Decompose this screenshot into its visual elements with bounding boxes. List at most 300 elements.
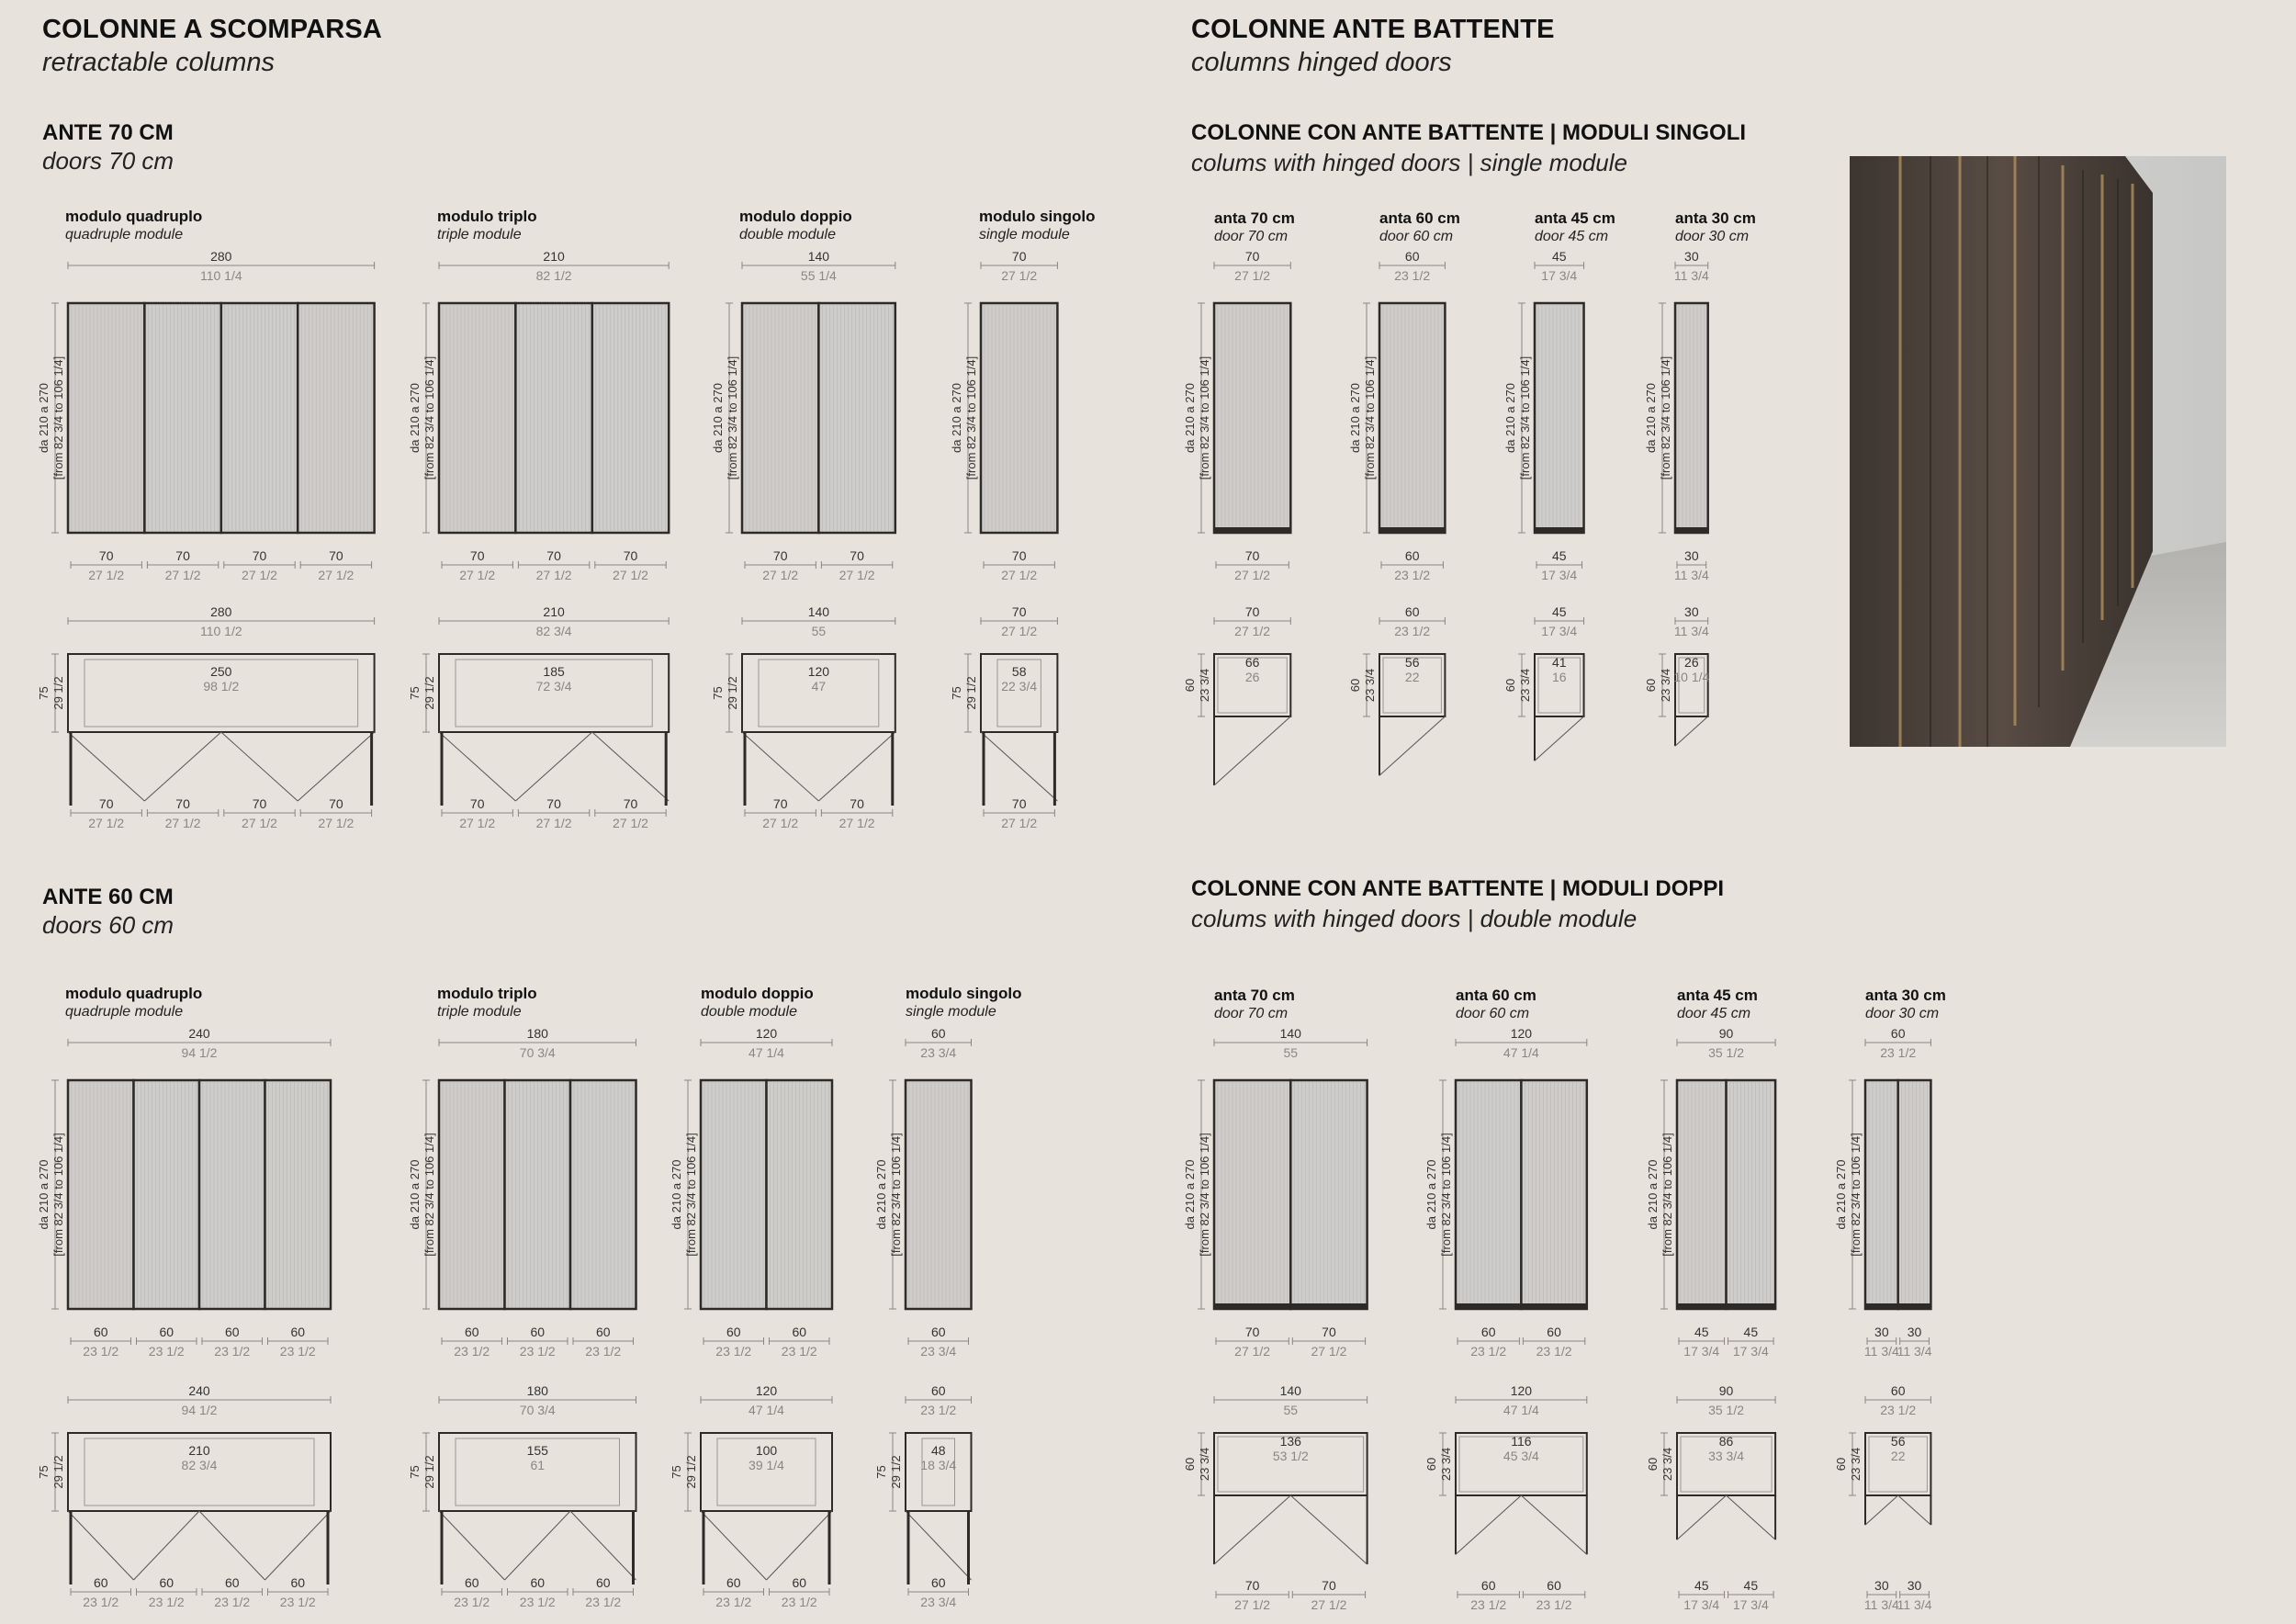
door-swing-line xyxy=(818,732,895,801)
inner-width-in: 18 3/4 xyxy=(920,1458,957,1472)
depth-dimension-in: 29 1/2 xyxy=(889,1455,903,1489)
plan-width-dimension-in: 35 1/2 xyxy=(1708,1403,1745,1417)
width-dimension-cm: 90 xyxy=(1718,1026,1734,1041)
width-dimension-cm: 120 xyxy=(1510,1026,1533,1041)
depth-dimension-cm: 60 xyxy=(1183,678,1197,693)
inner-width-cm: 41 xyxy=(1551,655,1567,670)
height-dimension-in: [from 82 3/4 to 106 1/4] xyxy=(726,355,739,480)
door-width-dimension-cm: 60 xyxy=(595,1575,611,1590)
door-width-dimension-in: 27 1/2 xyxy=(1001,816,1038,830)
door-width-dimension-in: 27 1/2 xyxy=(762,568,799,582)
door-width-dimension-cm: 60 xyxy=(726,1575,741,1590)
door-width-dimension-in: 23 1/2 xyxy=(83,1595,119,1609)
door-width-dimension-cm: 70 xyxy=(1244,1578,1260,1593)
inner-width-in: 47 xyxy=(811,679,827,694)
width-dimension-cm: 120 xyxy=(755,1026,778,1041)
plan-width-dimension-in: 23 1/2 xyxy=(1880,1403,1917,1417)
height-dimension-cm: da 210 a 270 xyxy=(408,1159,422,1230)
door-width-dimension-cm: 70 xyxy=(252,796,267,811)
door-width-dimension-cm: 60 xyxy=(930,1325,946,1339)
door-swing-line xyxy=(1379,716,1445,775)
inner-width-cm: 56 xyxy=(1890,1434,1906,1449)
door-width-dimension-cm: 70 xyxy=(1011,796,1027,811)
depth-dimension-cm: 60 xyxy=(1183,1457,1197,1472)
door-panel xyxy=(1675,303,1708,533)
door-panel xyxy=(1290,1080,1367,1309)
width-dimension-in: 23 1/2 xyxy=(1394,268,1431,283)
plan-width-dimension-cm: 180 xyxy=(526,1383,548,1398)
width-dimension-in: 47 1/4 xyxy=(748,1045,784,1060)
plan-width-dimension-cm: 240 xyxy=(188,1383,210,1398)
depth-dimension-in: 29 1/2 xyxy=(422,676,436,710)
inner-width-cm: 66 xyxy=(1244,655,1260,670)
door-width-dimension-in: 23 3/4 xyxy=(920,1595,957,1609)
depth-dimension-cm: 60 xyxy=(1646,1457,1660,1472)
door-swing-line xyxy=(68,1511,134,1580)
width-dimension-in: 55 1/4 xyxy=(800,268,837,283)
door-swing-line xyxy=(1521,1495,1586,1554)
width-dimension-in: 23 1/2 xyxy=(1880,1045,1917,1060)
door-width-dimension-cm: 70 xyxy=(850,548,864,563)
door-width-dimension-in: 11 3/4 xyxy=(1896,1344,1932,1359)
door-width-dimension-in: 27 1/2 xyxy=(1001,568,1038,582)
door-width-dimension-in: 23 1/2 xyxy=(585,1595,622,1609)
depth-dimension-cm: 75 xyxy=(408,1465,422,1479)
door-width-dimension-cm: 70 xyxy=(329,796,343,811)
height-dimension-in: [from 82 3/4 to 106 1/4] xyxy=(51,1133,65,1257)
door-panel xyxy=(68,303,144,533)
door-width-dimension-in: 23 1/2 xyxy=(454,1344,490,1359)
door-width-dimension-cm: 30 xyxy=(1907,1325,1922,1339)
depth-dimension-cm: 75 xyxy=(37,686,51,700)
door-width-dimension-in: 23 1/2 xyxy=(519,1344,556,1359)
door-panel xyxy=(981,303,1057,533)
inner-width-cm: 116 xyxy=(1511,1434,1532,1449)
width-dimension-cm: 60 xyxy=(930,1026,946,1041)
module-label: anta 70 cm xyxy=(1214,209,1295,227)
height-dimension-cm: da 210 a 270 xyxy=(1644,383,1658,453)
inner-width-cm: 210 xyxy=(188,1443,210,1458)
module-label: modulo doppio xyxy=(739,208,852,225)
inner-width-cm: 26 xyxy=(1684,655,1699,670)
inner-width-in: 98 1/2 xyxy=(203,679,240,694)
height-dimension-in: [from 82 3/4 to 106 1/4] xyxy=(964,355,978,480)
door-width-dimension-cm: 70 xyxy=(546,796,561,811)
inner-width-cm: 100 xyxy=(755,1443,778,1458)
inner-width-in: 82 3/4 xyxy=(181,1458,218,1472)
door-panel xyxy=(1898,1080,1931,1309)
door-width-dimension-cm: 45 xyxy=(1743,1578,1759,1593)
door-width-dimension-in: 27 1/2 xyxy=(613,568,648,582)
depth-dimension-cm: 75 xyxy=(37,1465,51,1479)
inner-width-in: 53 1/2 xyxy=(1272,1449,1309,1463)
module-label: modulo triplo xyxy=(437,208,537,225)
door-swing-line xyxy=(1675,716,1708,746)
door-swing-line xyxy=(906,1511,972,1580)
door-width-dimension-cm: 60 xyxy=(224,1575,240,1590)
door-width-dimension-cm: 60 xyxy=(159,1325,174,1339)
depth-dimension-cm: 75 xyxy=(408,686,422,700)
depth-dimension-cm: 60 xyxy=(1503,678,1517,693)
group-title-doppi: COLONNE CON ANTE BATTENTE | MODULI DOPPI xyxy=(1191,876,1725,901)
width-dimension-cm: 70 xyxy=(1244,249,1260,264)
door-width-dimension-cm: 60 xyxy=(595,1325,611,1339)
door-width-dimension-in: 23 1/2 xyxy=(585,1344,622,1359)
width-dimension-cm: 140 xyxy=(807,249,830,264)
depth-dimension-in: 23 3/4 xyxy=(1518,668,1532,703)
door-width-dimension-cm: 45 xyxy=(1694,1578,1709,1593)
door-panel xyxy=(592,303,669,533)
height-dimension-cm: da 210 a 270 xyxy=(408,383,422,453)
group-subtitle-ante70: doors 70 cm xyxy=(42,147,174,175)
plinth xyxy=(1214,1303,1290,1309)
door-width-dimension-cm: 60 xyxy=(159,1575,174,1590)
module-label-en: quadruple module xyxy=(65,1004,184,1020)
module-label: modulo singolo xyxy=(979,208,1096,225)
door-width-dimension-in: 23 1/2 xyxy=(715,1344,752,1359)
door-width-dimension-in: 23 1/2 xyxy=(781,1595,817,1609)
door-swing-line xyxy=(298,732,374,801)
door-width-dimension-cm: 60 xyxy=(1547,1578,1561,1593)
width-dimension-cm: 60 xyxy=(1890,1026,1906,1041)
depth-dimension-in: 23 3/4 xyxy=(1659,668,1672,703)
module-label-en: door 45 cm xyxy=(1535,229,1609,244)
group-title-ante60: ANTE 60 CM xyxy=(42,885,174,909)
door-width-dimension-in: 23 1/2 xyxy=(1470,1344,1507,1359)
door-panel xyxy=(439,303,515,533)
height-dimension-cm: da 210 a 270 xyxy=(1834,1159,1848,1230)
group-title-ante70: ANTE 70 CM xyxy=(42,120,174,145)
door-width-dimension-in: 23 1/2 xyxy=(715,1595,752,1609)
plan-width-dimension-cm: 140 xyxy=(807,604,830,619)
plan-width-dimension-cm: 120 xyxy=(755,1383,778,1398)
inner-width-in: 72 3/4 xyxy=(535,679,572,694)
width-dimension-in: 23 3/4 xyxy=(920,1045,957,1060)
door-swing-line xyxy=(1214,1495,1290,1564)
width-dimension-in: 70 3/4 xyxy=(519,1045,556,1060)
depth-dimension-cm: 60 xyxy=(1834,1457,1848,1472)
inner-width-in: 10 1/4 xyxy=(1673,670,1710,684)
height-dimension-in: [from 82 3/4 to 106 1/4] xyxy=(1198,1133,1211,1257)
door-width-dimension-cm: 30 xyxy=(1874,1578,1889,1593)
door-width-dimension-in: 27 1/2 xyxy=(318,568,355,582)
inner-width-in: 45 3/4 xyxy=(1503,1449,1539,1463)
width-dimension-in: 27 1/2 xyxy=(1234,268,1271,283)
plan-width-dimension-cm: 60 xyxy=(930,1383,946,1398)
door-width-dimension-cm: 60 xyxy=(464,1325,479,1339)
plan-width-dimension-in: 23 1/2 xyxy=(920,1403,957,1417)
module-label-en: door 30 cm xyxy=(1675,229,1750,244)
inner-width-in: 39 1/4 xyxy=(748,1458,784,1472)
module-label: modulo doppio xyxy=(701,985,814,1002)
door-width-dimension-in: 23 1/2 xyxy=(279,1344,316,1359)
door-width-dimension-in: 27 1/2 xyxy=(88,568,125,582)
door-width-dimension-cm: 70 xyxy=(175,796,190,811)
door-width-dimension-in: 23 1/2 xyxy=(781,1344,817,1359)
door-panel xyxy=(742,303,818,533)
door-width-dimension-in: 17 3/4 xyxy=(1683,1344,1720,1359)
width-dimension-in: 94 1/2 xyxy=(181,1045,218,1060)
door-width-dimension-cm: 70 xyxy=(1244,548,1260,563)
door-swing-line xyxy=(767,1511,833,1580)
plinth xyxy=(1865,1303,1898,1309)
height-dimension-cm: da 210 a 270 xyxy=(1646,1159,1660,1230)
height-dimension-in: [from 82 3/4 to 106 1/4] xyxy=(1518,355,1532,480)
door-width-dimension-cm: 70 xyxy=(469,796,485,811)
module-label-en: single module xyxy=(906,1004,996,1020)
door-width-dimension-cm: 70 xyxy=(329,548,343,563)
depth-dimension-in: 23 3/4 xyxy=(1439,1447,1453,1482)
module-label-en: single module xyxy=(979,227,1070,242)
door-width-dimension-cm: 60 xyxy=(530,1325,546,1339)
inner-width-in: 33 3/4 xyxy=(1708,1449,1745,1463)
plinth xyxy=(1535,527,1584,533)
door-width-dimension-cm: 70 xyxy=(1011,548,1027,563)
plinth xyxy=(1379,527,1445,533)
door-panel xyxy=(221,303,298,533)
plan-width-dimension-cm: 60 xyxy=(1890,1383,1906,1398)
door-width-dimension-cm: 70 xyxy=(1322,1578,1336,1593)
depth-dimension-cm: 60 xyxy=(1424,1457,1438,1472)
plinth xyxy=(1456,1303,1521,1309)
door-swing-line xyxy=(1865,1495,1898,1525)
plinth xyxy=(1675,527,1708,533)
plinth xyxy=(1727,1303,1776,1309)
plan-width-dimension-in: 47 1/4 xyxy=(748,1403,784,1417)
plinth xyxy=(1898,1303,1931,1309)
module-label-en: triple module xyxy=(437,1004,522,1020)
door-swing-line xyxy=(701,1511,767,1580)
door-panel xyxy=(144,303,220,533)
module-label-en: triple module xyxy=(437,227,522,242)
module-label: anta 45 cm xyxy=(1677,987,1758,1004)
door-width-dimension-in: 27 1/2 xyxy=(242,568,277,582)
door-width-dimension-in: 23 1/2 xyxy=(214,1344,251,1359)
door-width-dimension-cm: 70 xyxy=(469,548,485,563)
door-width-dimension-cm: 60 xyxy=(1547,1325,1561,1339)
door-swing-line xyxy=(505,1511,571,1580)
depth-dimension-in: 23 3/4 xyxy=(1363,668,1377,703)
depth-dimension-in: 23 3/4 xyxy=(1198,1447,1211,1482)
plinth xyxy=(1290,1303,1367,1309)
door-width-dimension-cm: 70 xyxy=(1244,1325,1260,1339)
door-width-dimension-cm: 70 xyxy=(175,548,190,563)
door-width-dimension-cm: 70 xyxy=(98,796,114,811)
wardrobe-photo-image xyxy=(1850,156,2226,747)
door-width-dimension-cm: 70 xyxy=(623,796,638,811)
door-width-dimension-in: 27 1/2 xyxy=(88,816,125,830)
door-width-dimension-in: 27 1/2 xyxy=(459,568,496,582)
door-swing-line xyxy=(742,732,818,801)
plan-width-dimension-in: 70 3/4 xyxy=(519,1403,556,1417)
plan-width-dimension-in: 55 xyxy=(811,624,827,638)
width-dimension-in: 35 1/2 xyxy=(1708,1045,1745,1060)
door-width-dimension-in: 23 1/2 xyxy=(1394,568,1431,582)
module-label: modulo singolo xyxy=(906,985,1022,1002)
door-swing-line xyxy=(981,732,1057,801)
height-dimension-cm: da 210 a 270 xyxy=(37,1159,51,1230)
inner-width-in: 26 xyxy=(1244,670,1260,684)
height-dimension-cm: da 210 a 270 xyxy=(1348,383,1362,453)
door-width-dimension-cm: 70 xyxy=(772,548,788,563)
door-swing-line xyxy=(134,1511,200,1580)
door-swing-line xyxy=(1898,1495,1931,1525)
height-dimension-cm: da 210 a 270 xyxy=(711,383,725,453)
plan-width-dimension-in: 55 xyxy=(1283,1403,1299,1417)
door-width-dimension-cm: 60 xyxy=(290,1325,306,1339)
door-panel xyxy=(1865,1080,1898,1309)
width-dimension-in: 55 xyxy=(1283,1045,1299,1060)
door-width-dimension-in: 23 1/2 xyxy=(1470,1597,1507,1612)
height-dimension-in: [from 82 3/4 to 106 1/4] xyxy=(422,355,436,480)
door-panel xyxy=(1214,303,1290,533)
width-dimension-in: 27 1/2 xyxy=(1001,268,1038,283)
module-label-en: door 60 cm xyxy=(1379,229,1454,244)
door-width-dimension-cm: 60 xyxy=(290,1575,306,1590)
height-dimension-in: [from 82 3/4 to 106 1/4] xyxy=(1660,1133,1674,1257)
plan-width-dimension-in: 23 1/2 xyxy=(1394,624,1431,638)
depth-dimension-in: 23 3/4 xyxy=(1660,1447,1674,1482)
door-width-dimension-cm: 60 xyxy=(530,1575,546,1590)
inner-width-cm: 136 xyxy=(1279,1434,1301,1449)
depth-dimension-cm: 75 xyxy=(711,686,725,700)
door-width-dimension-in: 11 3/4 xyxy=(1863,1344,1899,1359)
depth-dimension-in: 23 3/4 xyxy=(1849,1447,1863,1482)
door-width-dimension-in: 27 1/2 xyxy=(459,816,496,830)
door-width-dimension-cm: 30 xyxy=(1874,1325,1889,1339)
plan-width-dimension-cm: 210 xyxy=(543,604,565,619)
width-dimension-cm: 45 xyxy=(1551,249,1567,264)
width-dimension-cm: 140 xyxy=(1279,1026,1301,1041)
door-width-dimension-in: 23 1/2 xyxy=(279,1595,316,1609)
door-width-dimension-cm: 60 xyxy=(224,1325,240,1339)
door-width-dimension-cm: 60 xyxy=(930,1575,946,1590)
depth-dimension-in: 29 1/2 xyxy=(51,676,65,710)
group-subtitle-ante60: doors 60 cm xyxy=(42,911,174,939)
door-width-dimension-cm: 60 xyxy=(792,1325,807,1339)
section-title-left: COLONNE A SCOMPARSA xyxy=(42,15,383,44)
width-dimension-cm: 240 xyxy=(188,1026,210,1041)
door-swing-line xyxy=(265,1511,332,1580)
width-dimension-in: 11 3/4 xyxy=(1673,268,1709,283)
height-dimension-cm: da 210 a 270 xyxy=(874,1159,888,1230)
inner-width-cm: 250 xyxy=(210,664,232,679)
door-width-dimension-in: 27 1/2 xyxy=(318,816,355,830)
door-swing-line xyxy=(439,732,515,801)
module-label-en: door 70 cm xyxy=(1214,1006,1289,1021)
group-title-singoli: COLONNE CON ANTE BATTENTE | MODULI SINGOLI xyxy=(1191,120,1747,145)
section-subtitle-right: columns hinged doors xyxy=(1191,48,1452,77)
door-swing-line xyxy=(570,1511,636,1580)
inner-width-in: 16 xyxy=(1551,670,1567,684)
height-dimension-cm: da 210 a 270 xyxy=(670,1159,683,1230)
plan-width-dimension-cm: 70 xyxy=(1011,604,1027,619)
door-width-dimension-in: 11 3/4 xyxy=(1863,1597,1899,1612)
door-width-dimension-cm: 60 xyxy=(1480,1578,1496,1593)
module-label-en: door 70 cm xyxy=(1214,229,1289,244)
module-label: anta 70 cm xyxy=(1214,987,1295,1004)
door-width-dimension-in: 23 1/2 xyxy=(519,1595,556,1609)
depth-dimension-in: 29 1/2 xyxy=(684,1455,698,1489)
door-width-dimension-in: 11 3/4 xyxy=(1673,568,1709,582)
door-width-dimension-cm: 70 xyxy=(623,548,638,563)
plan-width-dimension-in: 27 1/2 xyxy=(1001,624,1038,638)
height-dimension-in: [from 82 3/4 to 106 1/4] xyxy=(1198,355,1211,480)
door-width-dimension-cm: 70 xyxy=(98,548,114,563)
depth-dimension-in: 29 1/2 xyxy=(726,676,739,710)
door-width-dimension-in: 27 1/2 xyxy=(1311,1597,1347,1612)
module-label: anta 30 cm xyxy=(1865,987,1946,1004)
inner-width-in: 61 xyxy=(530,1458,546,1472)
door-swing-line xyxy=(592,732,669,801)
door-width-dimension-in: 27 1/2 xyxy=(164,568,201,582)
inner-width-cm: 155 xyxy=(526,1443,548,1458)
door-width-dimension-in: 27 1/2 xyxy=(1311,1344,1347,1359)
width-dimension-cm: 210 xyxy=(543,249,565,264)
door-width-dimension-cm: 70 xyxy=(546,548,561,563)
width-dimension-in: 110 1/4 xyxy=(199,268,242,283)
door-width-dimension-in: 27 1/2 xyxy=(838,816,875,830)
depth-dimension-in: 29 1/2 xyxy=(422,1455,436,1489)
wardrobe-photo xyxy=(1850,156,2226,747)
plan-width-dimension-cm: 90 xyxy=(1718,1383,1734,1398)
door-width-dimension-in: 27 1/2 xyxy=(535,816,572,830)
module-label-en: door 45 cm xyxy=(1677,1006,1751,1021)
height-dimension-in: [from 82 3/4 to 106 1/4] xyxy=(1659,355,1672,480)
plan-width-dimension-cm: 140 xyxy=(1279,1383,1301,1398)
door-width-dimension-in: 17 3/4 xyxy=(1732,1344,1769,1359)
door-width-dimension-cm: 70 xyxy=(252,548,267,563)
plan-width-dimension-in: 47 1/4 xyxy=(1503,1403,1539,1417)
door-width-dimension-in: 17 3/4 xyxy=(1541,568,1578,582)
inner-width-in: 22 xyxy=(1890,1449,1906,1463)
height-dimension-cm: da 210 a 270 xyxy=(1183,383,1197,453)
door-swing-line xyxy=(221,732,298,801)
door-width-dimension-in: 27 1/2 xyxy=(838,568,875,582)
door-width-dimension-in: 17 3/4 xyxy=(1732,1597,1769,1612)
height-dimension-cm: da 210 a 270 xyxy=(1183,1159,1197,1230)
module-label: anta 45 cm xyxy=(1535,209,1615,227)
depth-dimension-cm: 60 xyxy=(1644,678,1658,693)
plinth xyxy=(1214,527,1290,533)
door-width-dimension-in: 17 3/4 xyxy=(1683,1597,1720,1612)
door-width-dimension-in: 27 1/2 xyxy=(762,816,799,830)
height-dimension-cm: da 210 a 270 xyxy=(1424,1159,1438,1230)
plinth xyxy=(1677,1303,1727,1309)
inner-width-cm: 56 xyxy=(1404,655,1420,670)
width-dimension-in: 17 3/4 xyxy=(1541,268,1578,283)
door-width-dimension-in: 27 1/2 xyxy=(1234,1597,1271,1612)
door-panel xyxy=(1214,1080,1290,1309)
plan-width-dimension-cm: 70 xyxy=(1244,604,1260,619)
height-dimension-cm: da 210 a 270 xyxy=(37,383,51,453)
door-width-dimension-in: 27 1/2 xyxy=(242,816,277,830)
depth-dimension-in: 29 1/2 xyxy=(51,1455,65,1489)
door-width-dimension-in: 27 1/2 xyxy=(1234,1344,1271,1359)
height-dimension-in: [from 82 3/4 to 106 1/4] xyxy=(1363,355,1377,480)
door-width-dimension-cm: 60 xyxy=(93,1325,108,1339)
door-width-dimension-in: 27 1/2 xyxy=(1234,568,1271,582)
door-width-dimension-cm: 70 xyxy=(1322,1325,1336,1339)
door-width-dimension-in: 11 3/4 xyxy=(1896,1597,1932,1612)
door-width-dimension-cm: 30 xyxy=(1907,1578,1922,1593)
plinth xyxy=(1521,1303,1586,1309)
door-width-dimension-cm: 60 xyxy=(1480,1325,1496,1339)
module-label-en: door 60 cm xyxy=(1456,1006,1530,1021)
door-width-dimension-in: 23 1/2 xyxy=(148,1595,185,1609)
door-width-dimension-in: 23 1/2 xyxy=(214,1595,251,1609)
door-panel xyxy=(298,303,374,533)
